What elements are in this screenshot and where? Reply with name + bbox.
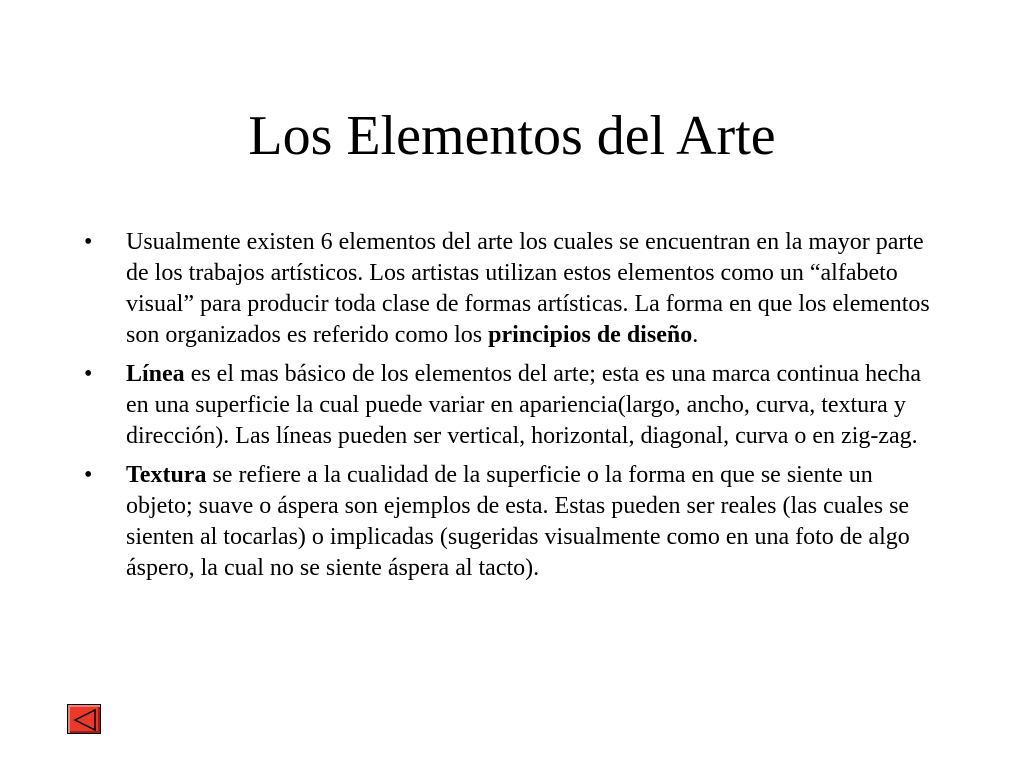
bullet-segment: se refiere a la cualidad de la superficie o la forma en que se siente un objeto; suave o áspera son ejemplos de esta. Estas pueden ser reales (las cuales se sienten al tocarlas) o implicadas (sugeridas visualmente como en una foto de algo áspero, la cual no se siente áspera al tacto).	[126, 462, 910, 581]
bullet-text	[126, 462, 910, 581]
bullet-segment-bold: Línea	[126, 361, 185, 387]
back-button[interactable]	[67, 704, 101, 734]
bullet-item	[0, 359, 1024, 452]
bullet-marker: •	[84, 229, 93, 255]
bullet-segment-bold: Textura	[126, 462, 207, 488]
bullet-text	[126, 229, 930, 348]
bullet-segment: es el mas básico de los elementos del arte; esta es una marca continua hecha en una superficie la cual puede variar en apariencia(largo, ancho, curva, textura y dirección). Las líneas pueden ser vertical, horizontal, diagonal, curva o en zig-zag.	[126, 361, 922, 449]
bullet-marker: •	[84, 462, 93, 488]
bullet-segment: .	[692, 322, 699, 348]
bullet-segment: Usualmente existen 6 elementos del arte los cuales se encuentran en la mayor parte de los trabajos artísticos. Los artistas utilizan estos elementos como un “alfabeto visual” para producir toda clase de formas artísticas. La forma en que los elementos son organizados es referido como los	[126, 229, 930, 348]
bullet-item	[0, 227, 1024, 351]
bullet-text	[126, 361, 921, 449]
slide-title: Los Elementos del Arte	[248, 105, 776, 167]
bullet-item	[0, 460, 1024, 584]
bullet-segment-bold: principios de diseño	[488, 322, 693, 348]
bullet-marker: •	[84, 361, 93, 387]
triangle-left-icon	[68, 705, 102, 735]
bullet-list	[0, 227, 1024, 592]
